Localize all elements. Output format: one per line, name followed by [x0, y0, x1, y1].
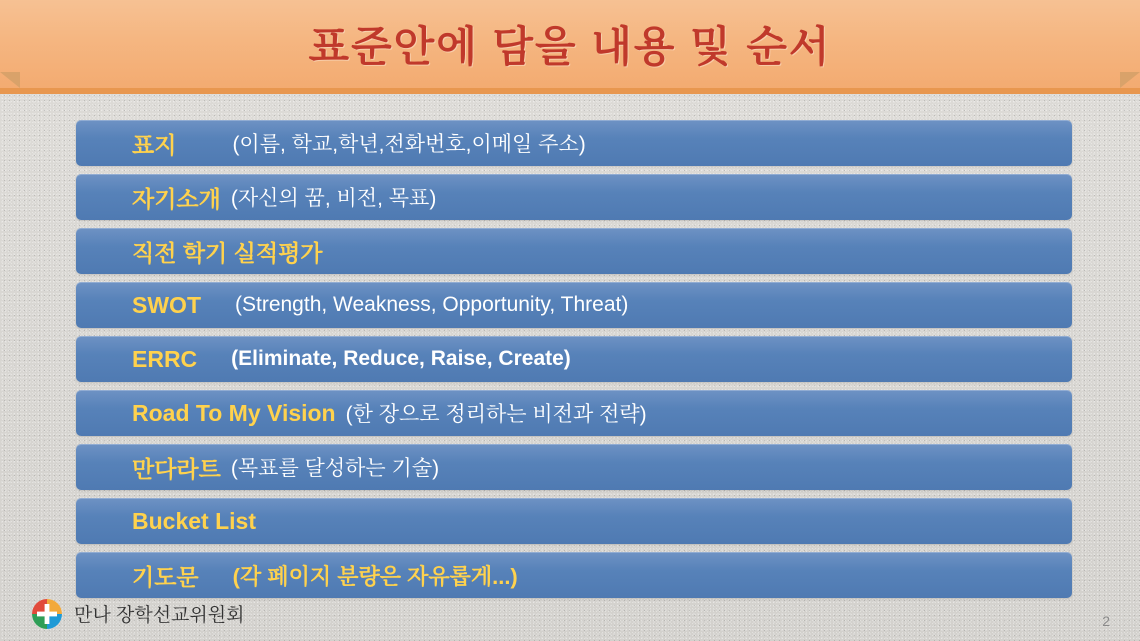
content-bar-detail: (목표를 달성하는 기술): [230, 457, 440, 480]
content-bar-label: 직전 학기 실적평가: [132, 239, 323, 266]
content-bar: [76, 552, 1072, 598]
content-bar-list: [76, 120, 1072, 606]
content-bar-detail: (각 페이지 분량은 자유롭게...): [232, 563, 518, 589]
content-bar-label: ERRC: [132, 345, 198, 372]
content-bar-detail: (이름, 학교,학년,전화번호,이메일 주소): [232, 133, 586, 156]
content-bar-label: Bucket List: [132, 507, 256, 534]
content-bar-label: 기도문: [132, 563, 199, 590]
content-bar-label: Road To My Vision: [132, 399, 336, 426]
content-bar: [76, 228, 1072, 274]
content-bar: [76, 174, 1072, 220]
content-bar-detail: (한 장으로 정리하는 비전과 전략): [345, 403, 647, 426]
content-bar: [76, 444, 1072, 490]
content-bar-label: SWOT: [132, 291, 201, 318]
page-number: 2: [1102, 613, 1110, 629]
content-bar: [76, 336, 1072, 382]
content-bar: [76, 282, 1072, 328]
content-bar-detail: (자신의 꿈, 비전, 목표): [230, 187, 437, 210]
content-bar: [76, 498, 1072, 544]
title-banner: [0, 0, 1140, 88]
content-bar-label: 표지: [132, 131, 177, 158]
organization-logo-icon: [30, 597, 64, 631]
content-bar-detail: (Eliminate, Reduce, Raise, Create): [231, 347, 571, 370]
page-title: 표준안에 담을 내용 및 순서: [308, 23, 832, 70]
content-bar-detail: (Strength, Weakness, Opportunity, Threat): [235, 293, 629, 316]
content-bar-label: 자기소개: [132, 185, 221, 212]
content-bar-label: 만다라트: [132, 455, 221, 482]
content-bar: [76, 390, 1072, 436]
content-bar: [76, 120, 1072, 166]
footer-organization-name: 만나 장학선교위원회: [74, 605, 245, 626]
